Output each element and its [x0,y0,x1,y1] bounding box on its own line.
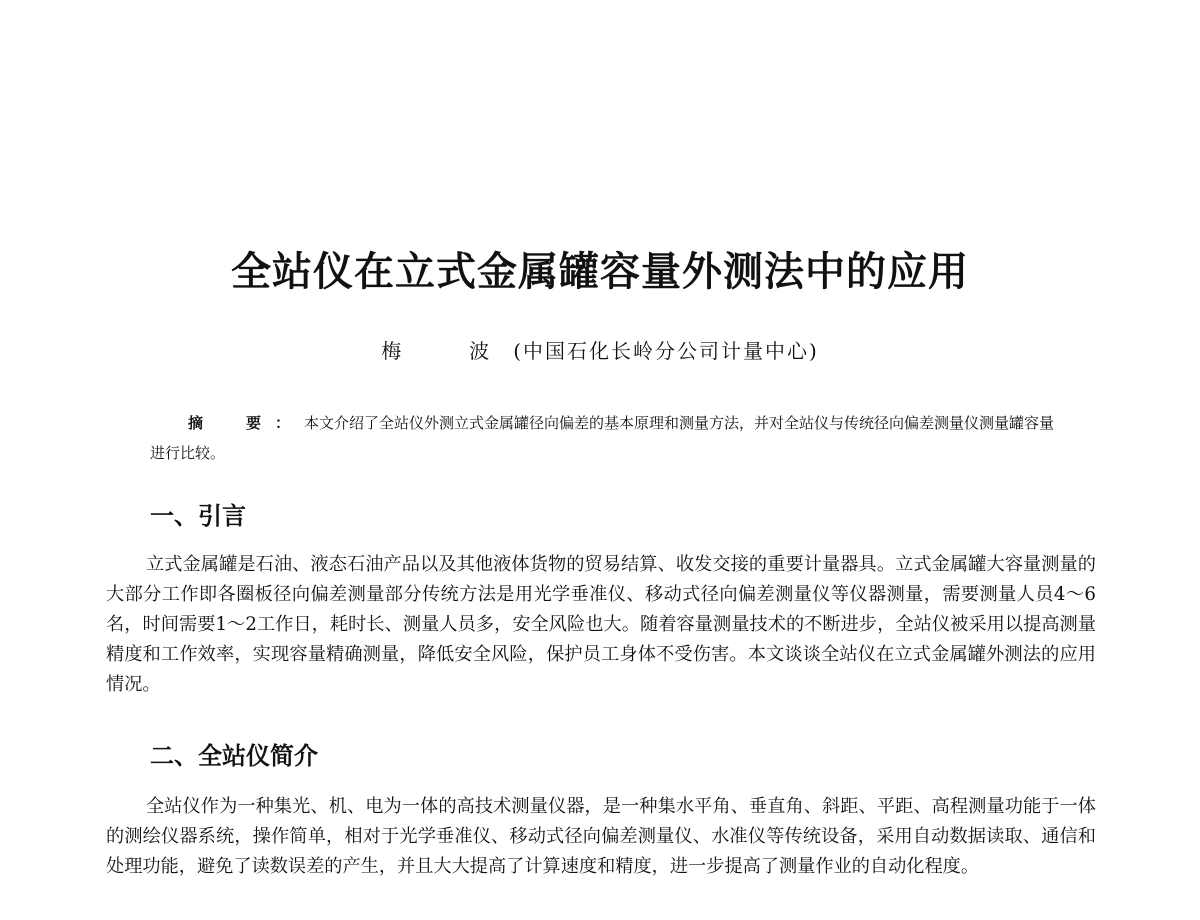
section-heading-total-station: 二、全站仪简介 [150,742,318,770]
section-heading-introduction: 一、引言 [150,502,246,530]
author-line [0,336,1200,366]
abstract-text: 本文介绍了全站仪外测立式金属罐径向偏差的基本原理和测量方法，并对全站仪与传统径向偏差测量仪测量罐容量进行比较。 [150,414,1055,462]
abstract [150,408,1060,468]
author-affiliation: (中国石化长岭分公司计量中心) [513,339,819,363]
paper-title: 全站仪在立式金属罐容量外测法中的应用 [231,248,969,295]
author-name: 梅 波 [381,339,514,363]
section-body-introduction: 立式金属罐是石油、液态石油产品以及其他液体货物的贸易结算、收发交接的重要计量器具。立式金属罐大容量测量的大部分工作即各圈板径向偏差测量部分传统方法是用光学垂准仪、移动式径向偏差测量仪等仪器测量，需要测量人员4～6名，时间需要1～2工作日，耗时长、测量人员多，安全风险也大。随着容量测量技术的不断进步，全站仪被采用以提高测量精度和工作效率，实现容量精确测量，降低安全风险，保护员工身体不受伤害。本文谈谈全站仪在立式金属罐外测法的应用情况。 [106,554,1096,695]
abstract-label: 摘 要： [188,414,305,432]
section-body-total-station: 全站仪作为一种集光、机、电为一体的高技术测量仪器，是一种集水平角、垂直角、斜距、平距、高程测量功能于一体的测绘仪器系统，操作简单，相对于光学垂准仪、移动式径向偏差测量仪、水准仪等传统设备，采用自动数据读取、通信和处理功能，避免了读数误差的产生，并且大大提高了计算速度和精度，进一步提高了测量作业的自动化程度。 [106,796,1096,877]
